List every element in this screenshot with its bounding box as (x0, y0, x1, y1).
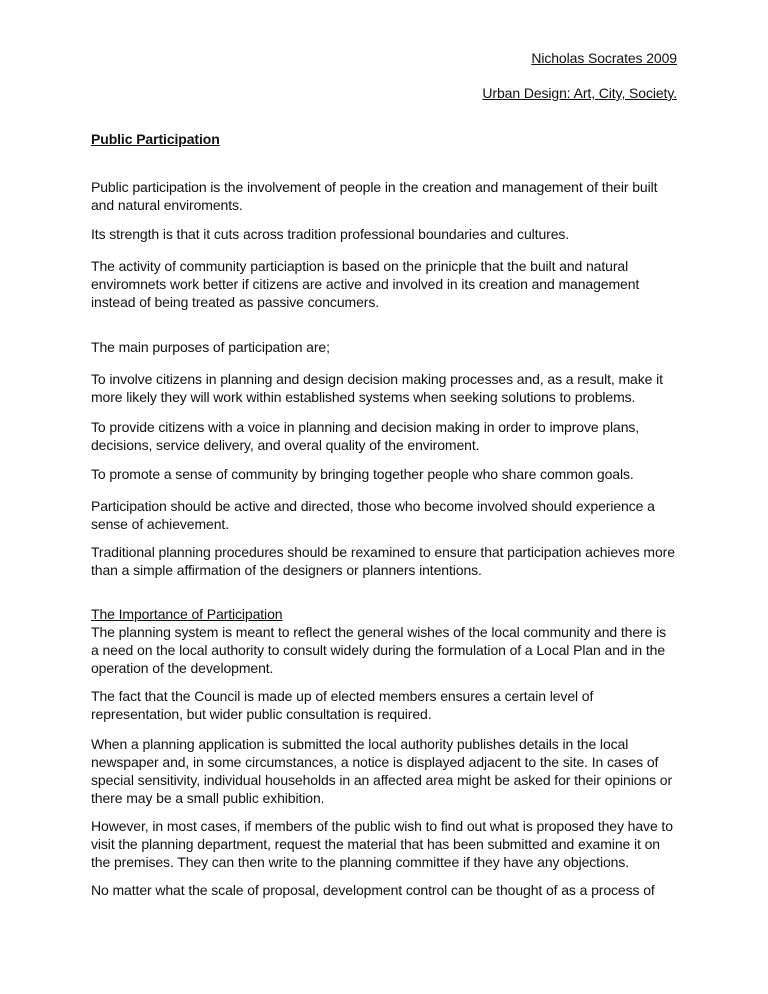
paragraph-line: more likely they will work within established systems when seeking solutions to problems. (91, 389, 636, 405)
paragraph-line: special sensitivity, individual households in an affected area might be asked for their opinions or (91, 772, 673, 788)
document-title: Public Participation (91, 131, 220, 147)
paragraph-line: instead of being treated as passive concumers. (91, 294, 380, 310)
paragraph-line: sense of achievement. (91, 516, 229, 532)
paragraph-line: newspaper and, in some circumstances, a notice is displayed adjacent to the site. In cases of (91, 754, 659, 770)
paragraph-line: there may be a small public exhibition. (91, 790, 325, 806)
paragraph-line: representation, but wider public consultation is required. (91, 706, 432, 722)
paragraph-line: and natural enviroments. (91, 197, 243, 213)
paragraph-line: No matter what the scale of proposal, development control can be thought of as a process of (91, 882, 655, 898)
paragraph-line: a need on the local authority to consult widely during the formulation of a Local Plan and in the (91, 642, 666, 658)
paragraph-line: However, in most cases, if members of the public wish to find out what is proposed they have to (91, 818, 673, 834)
paragraph-line: To promote a sense of community by bringing together people who share common goals. (91, 466, 634, 482)
paragraph-line: Public participation is the involvement of people in the creation and management of their built (91, 179, 658, 195)
section-heading: The Importance of Participation (91, 606, 283, 622)
paragraph-line: The main purposes of participation are; (91, 339, 330, 355)
paragraph-line: than a simple affirmation of the designers or planners intentions. (91, 562, 482, 578)
paragraph-line: enviromnets work better if citizens are active and involved in its creation and management (91, 276, 640, 292)
paragraph-line: To provide citizens with a voice in planning and decision making in order to improve plans, (91, 419, 640, 435)
paragraph-line: Its strength is that it cuts across tradition professional boundaries and cultures. (91, 226, 570, 242)
paragraph-line: the premises. They can then write to the planning committee if they have any objections. (91, 854, 630, 870)
paragraph-line: The fact that the Council is made up of elected members ensures a certain level of (91, 688, 594, 704)
paragraph-line: When a planning application is submitted the local authority publishes details in the local (91, 736, 629, 752)
author-line: Nicholas Socrates 2009 (531, 50, 677, 66)
paragraph-line: The activity of community particiaption is based on the prinicple that the built and natural (91, 258, 629, 274)
paragraph-line: decisions, service delivery, and overal quality of the enviroment. (91, 437, 480, 453)
paragraph-line: operation of the development. (91, 660, 274, 676)
paragraph-line: Participation should be active and directed, those who become involved should experience a (91, 498, 655, 514)
paragraph-line: To involve citizens in planning and design decision making processes and, as a result, make it (91, 371, 663, 387)
paragraph-line: The planning system is meant to reflect the general wishes of the local community and there is (91, 624, 667, 640)
course-title: Urban Design: Art, City, Society. (482, 85, 677, 101)
paragraph-line: visit the planning department, request the material that has been submitted and examine it on (91, 836, 660, 852)
paragraph-line: Traditional planning procedures should be rexamined to ensure that participation achieves more (91, 544, 675, 560)
